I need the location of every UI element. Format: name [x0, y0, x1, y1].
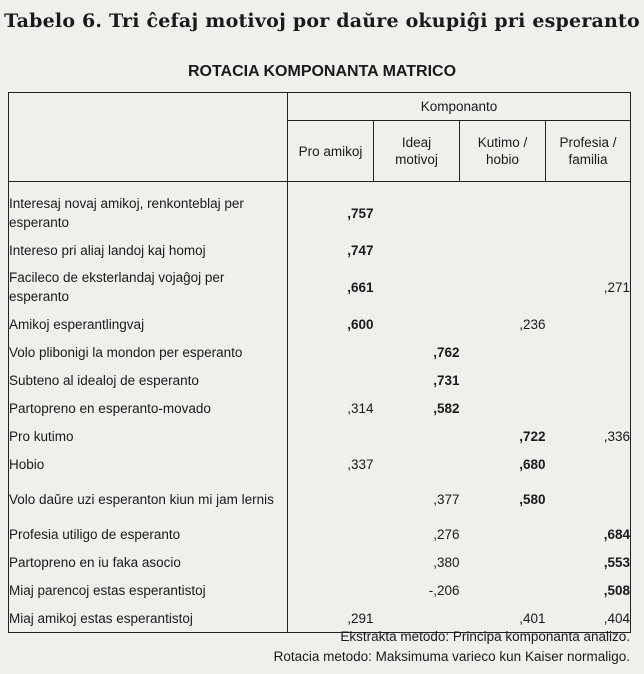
- table-row: [9, 478, 631, 520]
- table-row: [9, 548, 631, 576]
- method-notes: [274, 627, 630, 667]
- row-label: Interesaj novaj amikoj, renkonteblaj per esperanto: [9, 196, 244, 230]
- loading-cell: ,380: [433, 554, 460, 570]
- row-label: Partopreno en esperanto-movado: [9, 400, 211, 416]
- table-row: [9, 422, 631, 450]
- loading-cell: [546, 450, 631, 478]
- loading-cell: [460, 520, 546, 548]
- column-header: [546, 121, 631, 182]
- loading-cell: [374, 190, 460, 236]
- loading-cell: ,336: [603, 428, 630, 444]
- loading-cell: [460, 338, 546, 366]
- rotation-method-note: Rotacia metodo: Maksimuma varieco kun Kaiser normaligo.: [273, 649, 630, 664]
- loading-cell: [288, 548, 374, 576]
- loading-cell: ,508: [603, 582, 630, 598]
- row-label: Volo plibonigi la mondon per esperanto: [9, 344, 243, 360]
- row-label: Facileco de eksterlandaj vojaĝoj per esperanto: [9, 270, 225, 304]
- loading-cell: [460, 366, 546, 394]
- loading-cell: [460, 264, 546, 310]
- table-row: [9, 450, 631, 478]
- loading-cell: ,276: [433, 526, 460, 542]
- loading-cell: ,401: [519, 610, 546, 626]
- column-header-text: Kutimo / hobio: [477, 135, 528, 167]
- row-label: Miaj parencoj estas esperantistoj: [9, 582, 206, 598]
- loading-cell: -,206: [428, 582, 460, 598]
- loading-cell: [374, 450, 460, 478]
- loading-cell: [546, 394, 631, 422]
- table-caption: Tabelo 6. Tri ĉefaj motivoj por daŭre okupiĝi pri esperanto: [4, 10, 640, 32]
- loading-cell: [288, 338, 374, 366]
- loading-cell: [460, 576, 546, 604]
- loading-cell: [288, 366, 374, 394]
- loading-cell: [460, 236, 546, 264]
- loading-cell: ,314: [288, 394, 374, 422]
- loading-cell: ,377: [433, 491, 460, 507]
- column-header-text: Ideaj motivoj: [395, 135, 438, 167]
- table-row: [9, 236, 631, 264]
- loading-cell: [460, 394, 546, 422]
- table-row: [9, 366, 631, 394]
- loading-cell: ,680: [519, 456, 546, 472]
- loading-cell: ,236: [519, 316, 546, 332]
- loading-cell: ,553: [603, 554, 630, 570]
- column-header: [374, 121, 460, 182]
- row-label: Pro kutimo: [9, 428, 74, 444]
- component-group-header: Komponanto: [288, 93, 631, 121]
- loading-cell: ,757: [288, 190, 374, 236]
- loading-cell: ,404: [603, 610, 630, 626]
- table-row: [9, 310, 631, 338]
- table-row: [9, 264, 631, 310]
- loading-cell: ,661: [288, 264, 374, 310]
- table-row: [9, 338, 631, 366]
- row-label: Amikoj esperantlingvaj: [9, 316, 145, 332]
- loading-cell: [288, 478, 374, 520]
- table-row: [9, 520, 631, 548]
- row-label: Profesia utiligo de esperanto: [9, 526, 181, 542]
- loading-cell: ,291: [288, 604, 374, 633]
- loading-cell: [288, 422, 374, 450]
- column-header-text: Profesia / familia: [559, 135, 617, 167]
- loading-cell: ,582: [433, 400, 460, 416]
- loading-cell: [546, 338, 631, 366]
- table-row: [9, 576, 631, 604]
- loading-cell: [460, 190, 546, 236]
- loading-cell: ,762: [433, 344, 460, 360]
- rotated-component-matrix: [8, 92, 631, 633]
- row-label: Hobio: [9, 456, 45, 472]
- row-label: Intereso pri aliaj landoj kaj homoj: [9, 242, 206, 258]
- loading-cell: ,722: [519, 428, 546, 444]
- loading-cell: ,580: [519, 491, 546, 507]
- loading-cell: ,731: [433, 372, 460, 388]
- corner-cell: [9, 93, 288, 121]
- row-label: Partopreno en iu faka asocio: [9, 554, 181, 570]
- table-row: [9, 190, 631, 236]
- loading-cell: [374, 264, 460, 310]
- loading-cell: [546, 366, 631, 394]
- loading-cell: [546, 478, 631, 520]
- loading-cell: ,337: [288, 450, 374, 478]
- row-label: Subteno al idealoj de esperanto: [9, 372, 199, 388]
- matrix-body: [9, 190, 631, 633]
- column-header: Pro amikoj: [288, 121, 374, 182]
- table-row: [9, 394, 631, 422]
- row-label: Volo daŭre uzi esperanton kiun mi jam lernis: [9, 491, 274, 507]
- column-header: [460, 121, 546, 182]
- loading-cell: [546, 190, 631, 236]
- loading-cell: ,271: [603, 279, 630, 295]
- loading-cell: [374, 310, 460, 338]
- matrix-title: ROTACIA KOMPONANTA MATRICO: [187, 63, 457, 80]
- loading-cell: ,684: [603, 526, 630, 542]
- loading-cell: ,600: [288, 310, 374, 338]
- loading-cell: [374, 422, 460, 450]
- loading-cell: [546, 310, 631, 338]
- loading-cell: ,747: [288, 236, 374, 264]
- row-label: Miaj amikoj estas esperantistoj: [9, 610, 193, 626]
- loading-cell: [460, 548, 546, 576]
- corner-cell-lower: [9, 121, 288, 182]
- loading-cell: [374, 236, 460, 264]
- extraction-method-note: Ekstrakta metodo: Principa komponanta analizo.: [340, 629, 630, 644]
- loading-cell: [546, 236, 631, 264]
- loading-cell: [288, 520, 374, 548]
- loading-cell: [288, 576, 374, 604]
